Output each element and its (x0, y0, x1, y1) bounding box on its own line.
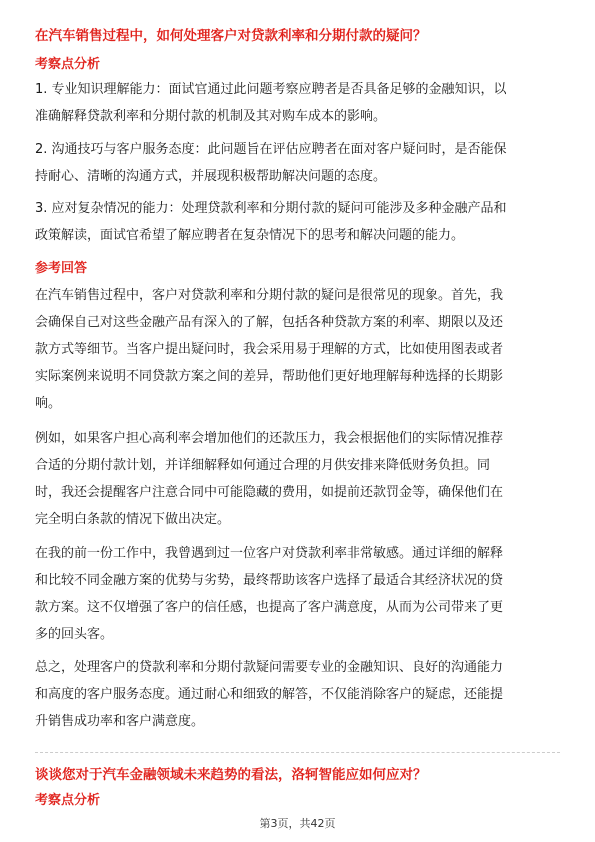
answer-paragraph (35, 282, 563, 417)
text-line: 和比较不同金融方案的优势与劣势，最终帮助该客户选择了最适合其经济状况的贷 (35, 573, 504, 588)
text-line: 3. 应对复杂情况的能力：处理贷款利率和分期付款的疑问可能涉及多种金融产品和 (35, 201, 507, 216)
section-divider (35, 752, 560, 753)
text-line: 政策解读，面试官希望了解应聘者在复杂情况下的思考和解决问题的能力。 (35, 228, 465, 243)
analysis-point (35, 76, 563, 130)
answer-paragraph (35, 654, 563, 735)
text-line: 总之，处理客户的贷款利率和分期付款疑问需要专业的金融知识、良好的沟通能力 (35, 660, 504, 675)
text-line: 升销售成功率和客户满意度。 (35, 714, 205, 729)
text-line: 准确解释贷款利率和分期付款的机制及其对购车成本的影响。 (35, 109, 387, 124)
question-title: 在汽车销售过程中，如何处理客户对贷款利率和分期付款的疑问？ (35, 28, 427, 44)
text-line: 和高度的客户服务态度。通过耐心和细致的解答，不仅能消除客户的疑虑，还能提 (35, 687, 504, 702)
question-title: 谈谈您对于汽车金融领域未来趋势的看法，洛轲智能应如何应对？ (35, 767, 427, 783)
text-line: 响。 (35, 396, 62, 411)
text-line: 款方式等细节。当客户提出疑问时，我会采用易于理解的方式，比如使用图表或者 (35, 342, 504, 357)
text-line: 在我的前一份工作中，我曾遇到过一位客户对贷款利率非常敏感。通过详细的解释 (35, 546, 504, 561)
answer-paragraph (35, 540, 563, 648)
text-line: 款方案。这不仅增强了客户的信任感，也提高了客户满意度，从而为公司带来了更 (35, 600, 504, 615)
analysis-section-label: 考察点分析 (35, 57, 101, 72)
text-line: 在汽车销售过程中，客户对贷款利率和分期付款的疑问是很常见的现象。首先，我 (35, 288, 504, 303)
analysis-point (35, 195, 563, 249)
text-line: 时，我还会提醒客户注意合同中可能隐藏的费用，如提前还款罚金等，确保他们在 (35, 485, 504, 500)
text-line: 会确保自己对这些金融产品有深入的了解，包括各种贷款方案的利率、期限以及还 (35, 315, 504, 330)
analysis-point (35, 136, 563, 190)
page-footer: 第3页，共42页 (259, 817, 336, 830)
answer-paragraph (35, 425, 563, 533)
text-line: 1. 专业知识理解能力：面试官通过此问题考察应聘者是否具备足够的金融知识，以 (35, 82, 507, 97)
analysis-section-label: 考察点分析 (35, 793, 101, 808)
text-line: 持耐心、清晰的沟通方式，并展现积极帮助解决问题的态度。 (35, 169, 387, 184)
text-line: 例如，如果客户担心高利率会增加他们的还款压力，我会根据他们的实际情况推荐 (35, 431, 504, 446)
text-line: 完全明白条款的情况下做出决定。 (35, 512, 231, 527)
text-line: 2. 沟通技巧与客户服务态度：此问题旨在评估应聘者在面对客户疑问时，是否能保 (35, 142, 507, 157)
text-line: 合适的分期付款计划，并详细解释如何通过合理的月供安排来降低财务负担。同 (35, 458, 491, 473)
text-line: 实际案例来说明不同贷款方案之间的差异，帮助他们更好地理解每种选择的长期影 (35, 369, 504, 384)
text-line: 多的回头客。 (35, 627, 114, 642)
answer-section-label: 参考回答 (35, 261, 88, 276)
